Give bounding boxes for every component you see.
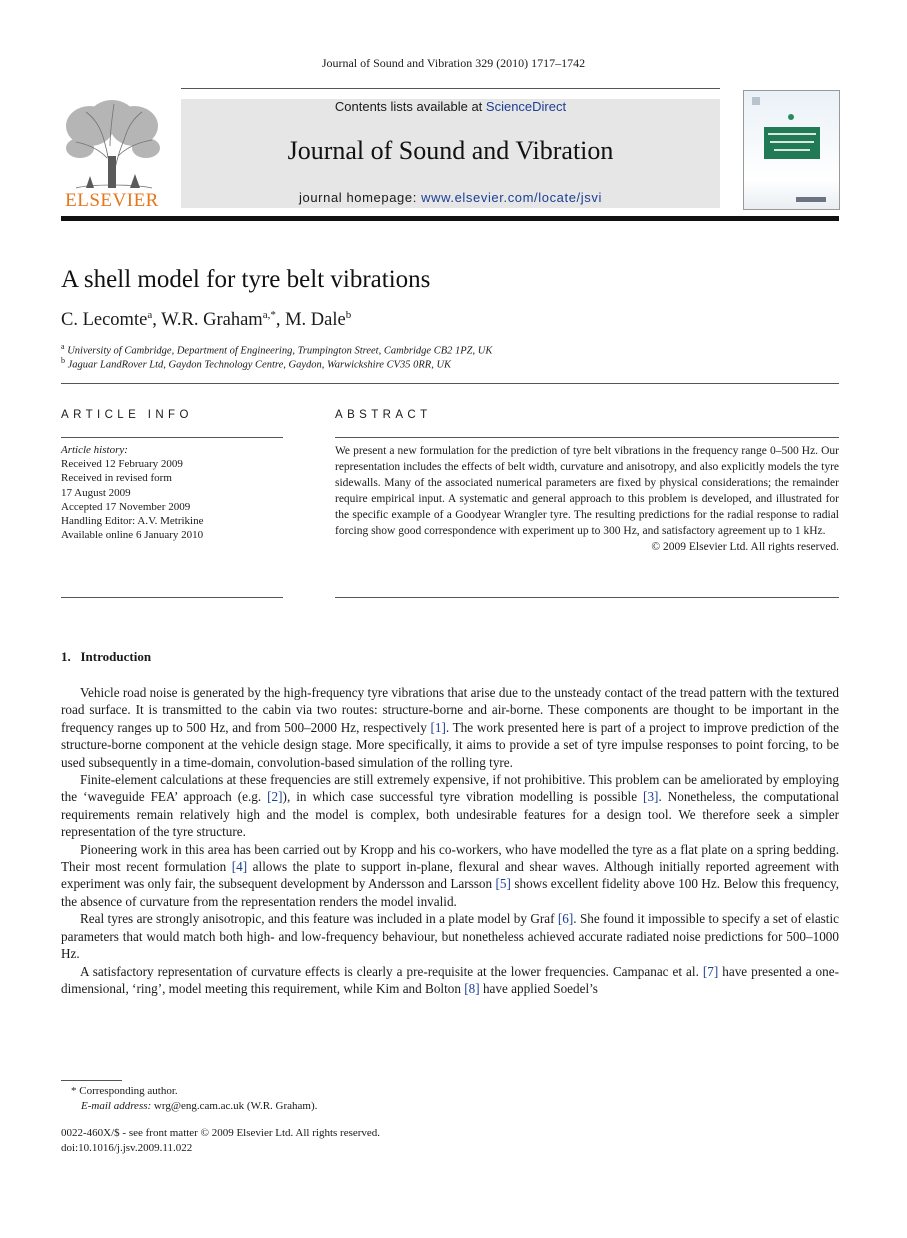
citation-link[interactable]: [4] [231, 859, 248, 875]
intro-paragraph [61, 963, 839, 998]
paragraph-text: . She found it impossible to specify a set of elastic parameters that would match both high- and low-frequency behaviour, but nonetheless achieved accurate radiated noise predictions for 500–1000 Hz. [61, 911, 839, 962]
paragraph-text: Finite-element calculations at these frequencies are still extremely expensive, if not prohibitive. This problem can be ameliorated by employing the ‘waveguide FEA’ approach (e.g. [61, 772, 839, 805]
affiliation-mark: b [61, 356, 65, 365]
intro-paragraph [61, 841, 839, 911]
history-item: Received 12 February 2009 [61, 458, 183, 471]
author-affiliation-mark: a [147, 309, 153, 321]
citation-link[interactable]: [5] [495, 876, 511, 892]
paragraph-text: have applied Soedel’s [479, 980, 598, 996]
homepage-prefix: journal homepage: [299, 190, 422, 205]
journal-cover-image [743, 90, 840, 210]
header-thick-rule [61, 216, 839, 221]
citation-link[interactable]: [2] [267, 789, 283, 805]
paragraph-text: Real tyres are strongly anisotropic, and this feature was included in a plate model by Graf [80, 911, 558, 927]
author-name: W.R. Graham [161, 310, 263, 331]
history-item: Handling Editor: A.V. Metrikine [61, 515, 204, 528]
abstract-text: We present a new formulation for the prediction of tyre belt vibrations in the frequency range 0–500 Hz. Our representation includes the effects of belt width, curvature and anisotropy, and also explicitly models the tyre sidewalls. Many of the associated numerical parameters are fixed by physical considerations; the remainder require empirical input. A systematic and general approach to this problem is developed, and illustrated for the specific example of a Goodyear Wrangler tyre. The resulting predictions for the radial response to radial forcing show good correspondence with experiment up to 300 Hz, and satisfactory agreement up to 1 kHz. [335, 445, 839, 537]
corresponding-author-footnote [61, 1084, 317, 1114]
history-item: Accepted 17 November 2009 [61, 500, 191, 513]
citation-link[interactable]: [7] [702, 963, 719, 979]
issn-line: 0022-460X/$ - see front matter © 2009 Elsevier Ltd. All rights reserved. [61, 1127, 381, 1139]
history-item: Available online 6 January 2010 [61, 529, 204, 542]
history-item: Received in revised form [61, 472, 172, 485]
paragraph-text: have presented a one-dimensional, ‘ring’, model meeting this requirement, while Kim and Bolton [61, 963, 839, 996]
header-divider [181, 88, 720, 89]
citation-link[interactable]: [1] [430, 719, 446, 735]
history-label: Article history: [61, 444, 128, 456]
paragraph-text: . Nonetheless, the computational requirements remain relatively high and the model is complex, both undesirable features for a design tool. We therefore seek a simpler representation of the tyre structure. [61, 789, 839, 840]
affiliation-text: Jaguar LandRover Ltd, Gaydon Technology Centre, Gaydon, Warwickshire CV35 0RR, UK [67, 359, 452, 371]
author-list: C. Lecomte$^a$, W.R. Graham$^{a,*}$, M. Dale$^b$ [61, 309, 352, 331]
footnote-divider [61, 1080, 122, 1081]
introduction-body [61, 684, 839, 997]
email-label: E-mail address: [81, 1100, 152, 1112]
sciencedirect-link[interactable]: ScienceDirect [485, 99, 567, 114]
email-address: wrg@eng.cam.ac.uk (W.R. Graham). [151, 1100, 318, 1112]
article-title: A shell model for tyre belt vibrations [61, 266, 431, 293]
doi-line: doi:10.1016/j.jsv.2009.11.022 [61, 1142, 193, 1154]
affiliation-mark: a [61, 342, 65, 351]
contents-prefix: Contents lists available at [334, 99, 486, 114]
contents-line [181, 99, 720, 114]
abstract-heading: ABSTRACT [335, 409, 432, 421]
paragraph-text: A satisfactory representation of curvature effects is clearly a pre-requisite at the lower frequencies. Campanac et al. [80, 963, 703, 979]
email-line [61, 1099, 317, 1114]
footer-identifiers [61, 1126, 380, 1156]
intro-paragraph [61, 771, 839, 841]
article-info-heading: ARTICLE INFO [61, 409, 193, 421]
citation-link[interactable]: [6] [557, 911, 574, 927]
paragraph-text: Vehicle road noise is generated by the high-frequency tyre vibrations that arise due to the unsteady contact of the tread pattern with the textured road surface. It is transmitted to the cabin via two routes: structure-borne and air-borne. These components are thought to be important in the frequency ranges up to 500 Hz, and from 500–2000 Hz, respectively [61, 685, 839, 735]
affiliation [61, 342, 492, 357]
author-name: C. Lecomte [61, 310, 148, 331]
journal-homepage-link[interactable]: www.elsevier.com/locate/jsvi [421, 190, 602, 205]
affiliation [61, 356, 451, 371]
author-affiliation-mark: a,* [262, 309, 276, 321]
introduction-heading: 1. Introduction [61, 649, 152, 664]
abstract-body [335, 443, 839, 555]
section-divider [61, 383, 839, 384]
citation-link[interactable]: [8] [464, 980, 480, 996]
paragraph-text: allows the plate to support in-plane, flexural and shear waves. Although initially reported agreement with experiment was only fair, the subsequent development by Andersson and Larsson [61, 859, 839, 892]
intro-paragraph [61, 910, 839, 962]
journal-name: Journal of Sound and Vibration [287, 136, 614, 165]
homepage-line [181, 190, 720, 205]
abstract-divider [335, 437, 839, 438]
paragraph-text: Pioneering work in this area has been carried out by Kropp and his co-workers, who have modelled the tyre as a flat plate on a spring bedding. Their most recent formulation [61, 841, 839, 875]
author-name: M. Dale [285, 310, 346, 331]
corresponding-author-note: * Corresponding author. [71, 1085, 178, 1097]
intro-paragraph [61, 684, 839, 771]
citation-link[interactable]: [3] [643, 789, 659, 805]
abstract-divider [335, 597, 839, 598]
article-history [61, 443, 283, 542]
paragraph-text: ), in which case successful tyre vibration modelling is possible [282, 789, 644, 805]
journal-citation: Journal of Sound and Vibration 329 (2010) 1717–1742 [321, 56, 586, 70]
history-item: 17 August 2009 [61, 486, 131, 499]
abstract-copyright: © 2009 Elsevier Ltd. All rights reserved. [651, 541, 839, 553]
paragraph-text: . The work presented here is part of a project to improve prediction of the structure-borne component at the vehicle design stage. More specifically, it aims to provide a set of tyre impulse responses to point forcing, to be used subsequently in a time-domain, convolution-based simulation of the rolling tyre. [61, 719, 839, 770]
author-affiliation-mark: b [345, 309, 352, 321]
article-info-divider [61, 437, 283, 438]
journal-cover-art [744, 91, 839, 209]
affiliation-text: University of Cambridge, Department of Engineering, Trumpington Street, Cambridge CB2 1PZ, UK [67, 345, 493, 357]
paragraph-text: shows excellent fidelity above 100 Hz. Below this frequency, the absence of curvature from the representation renders the model invalid. [61, 876, 840, 909]
elsevier-wordmark: ELSEVIER [65, 190, 159, 211]
article-info-divider [61, 597, 283, 598]
